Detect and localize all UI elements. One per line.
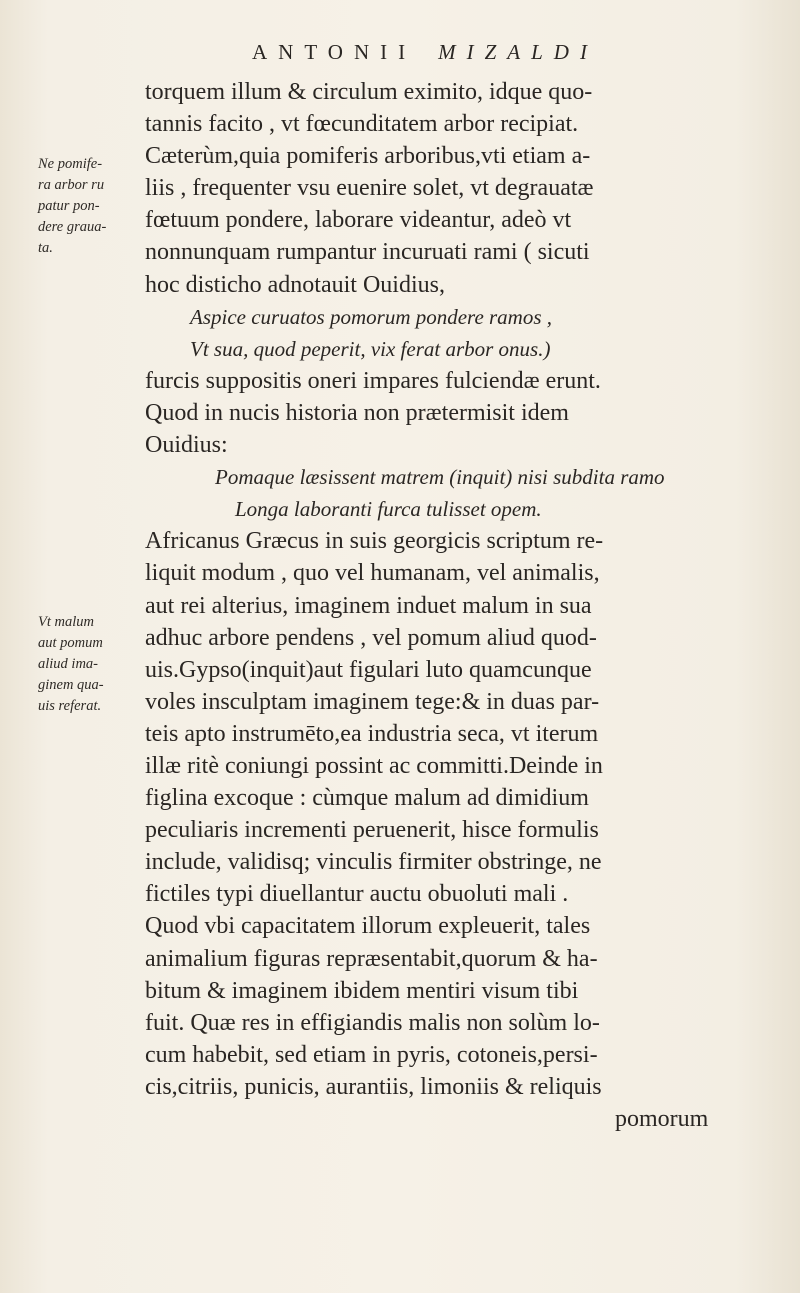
body-text bbox=[145, 76, 795, 1135]
marginal-note-line: aut pomum bbox=[38, 635, 103, 651]
marginal-note-line: Ne pomife- bbox=[38, 156, 103, 172]
text-line: illæ ritè coniungi possint ac committi.Deinde in bbox=[145, 752, 603, 779]
header-author: ANTONII bbox=[252, 40, 417, 64]
text-line: uis.Gypso(inquit)aut figulari luto quamcunque bbox=[145, 656, 592, 683]
marginal-note-line: uis referat. bbox=[38, 698, 102, 714]
text-line: Africanus Græcus in suis georgicis scriptum re- bbox=[145, 528, 604, 555]
text-line: liquit modum , quo vel humanam, vel animalis, bbox=[145, 560, 600, 587]
verse-line: Longa laboranti furca tulisset opem. bbox=[235, 497, 542, 522]
marginal-note-line: Vt malum bbox=[38, 614, 94, 630]
marginal-note-2 bbox=[38, 612, 144, 717]
text-line: Ouidius: bbox=[145, 432, 228, 459]
marginal-note-line: ginem qua- bbox=[38, 677, 104, 693]
marginal-note-1 bbox=[38, 154, 144, 259]
text-line: animalium figuras repræsentabit,quorum & ha- bbox=[145, 945, 598, 972]
text-line: hoc disticho adnotauit Ouidius, bbox=[145, 271, 445, 298]
text-line: aut rei alterius, imaginem induet malum in sua bbox=[145, 592, 592, 619]
text-line: Quod in nucis historia non prætermisit idem bbox=[145, 399, 569, 426]
text-line: tannis facito , vt fœcunditatem arbor recipiat. bbox=[145, 111, 579, 138]
verse-line: Aspice curuatos pomorum pondere ramos , bbox=[190, 304, 553, 329]
marginal-note-line: patur pon- bbox=[38, 198, 100, 214]
verse-line: Pomaque læsissent matrem (inquit) nisi subdita ramo bbox=[215, 465, 665, 490]
marginal-note-line: dere graua- bbox=[38, 219, 107, 235]
text-line: fœtuum pondere, laborare videantur, adeò vt bbox=[145, 207, 572, 234]
text-line: peculiaris incrementi peruenerit, hisce formulis bbox=[145, 817, 599, 844]
verse-line: Vt sua, quod peperit, vix ferat arbor onus.) bbox=[190, 336, 551, 361]
text-line: adhuc arbore pendens , vel pomum aliud quod- bbox=[145, 624, 597, 651]
text-line: Cæterùm,quia pomiferis arboribus,vti etiam a- bbox=[145, 143, 591, 170]
text-line: voles insculptam imaginem tege:& in duas par- bbox=[145, 688, 600, 715]
text-line: torquem illum & circulum eximito, idque quo- bbox=[145, 79, 593, 105]
text-line: fictiles typi diuellantur auctu obuoluti mali . bbox=[145, 881, 569, 908]
text-line: furcis suppositis oneri impares fulciendæ erunt. bbox=[145, 367, 601, 394]
text-line: cis,citriis, punicis, aurantiis, limoniis & reliquis bbox=[145, 1073, 602, 1100]
text-line: cum habebit, sed etiam in pyris, cotoneis,persi- bbox=[145, 1041, 598, 1068]
text-line: Quod vbi capacitatem illorum expleuerit, tales bbox=[145, 913, 591, 940]
marginal-note-line: ra arbor ru bbox=[38, 177, 105, 193]
text-line: liis , frequenter vsu euenire solet, vt degrauatæ bbox=[145, 175, 594, 202]
text-line: include, validisq; vinculis firmiter obstringe, ne bbox=[145, 849, 602, 876]
text-line: teis apto instrumēto,ea industria seca, vt iterum bbox=[145, 720, 599, 747]
text-line: bitum & imaginem ibidem mentiri visum tibi bbox=[145, 977, 579, 1004]
marginal-note-line: ta. bbox=[38, 240, 53, 256]
text-line: figlina excoque : cùmque malum ad dimidium bbox=[145, 785, 589, 812]
text-line: fuit. Quæ res in effigiandis malis non solùm lo- bbox=[145, 1009, 600, 1036]
running-header bbox=[252, 40, 598, 65]
text-line: nonnunquam rumpantur incuruati rami ( sicuti bbox=[145, 239, 590, 266]
marginal-note-line: aliud ima- bbox=[38, 656, 99, 672]
header-name: MIZALDI bbox=[438, 40, 598, 64]
text-line: pomorum bbox=[615, 1106, 709, 1132]
